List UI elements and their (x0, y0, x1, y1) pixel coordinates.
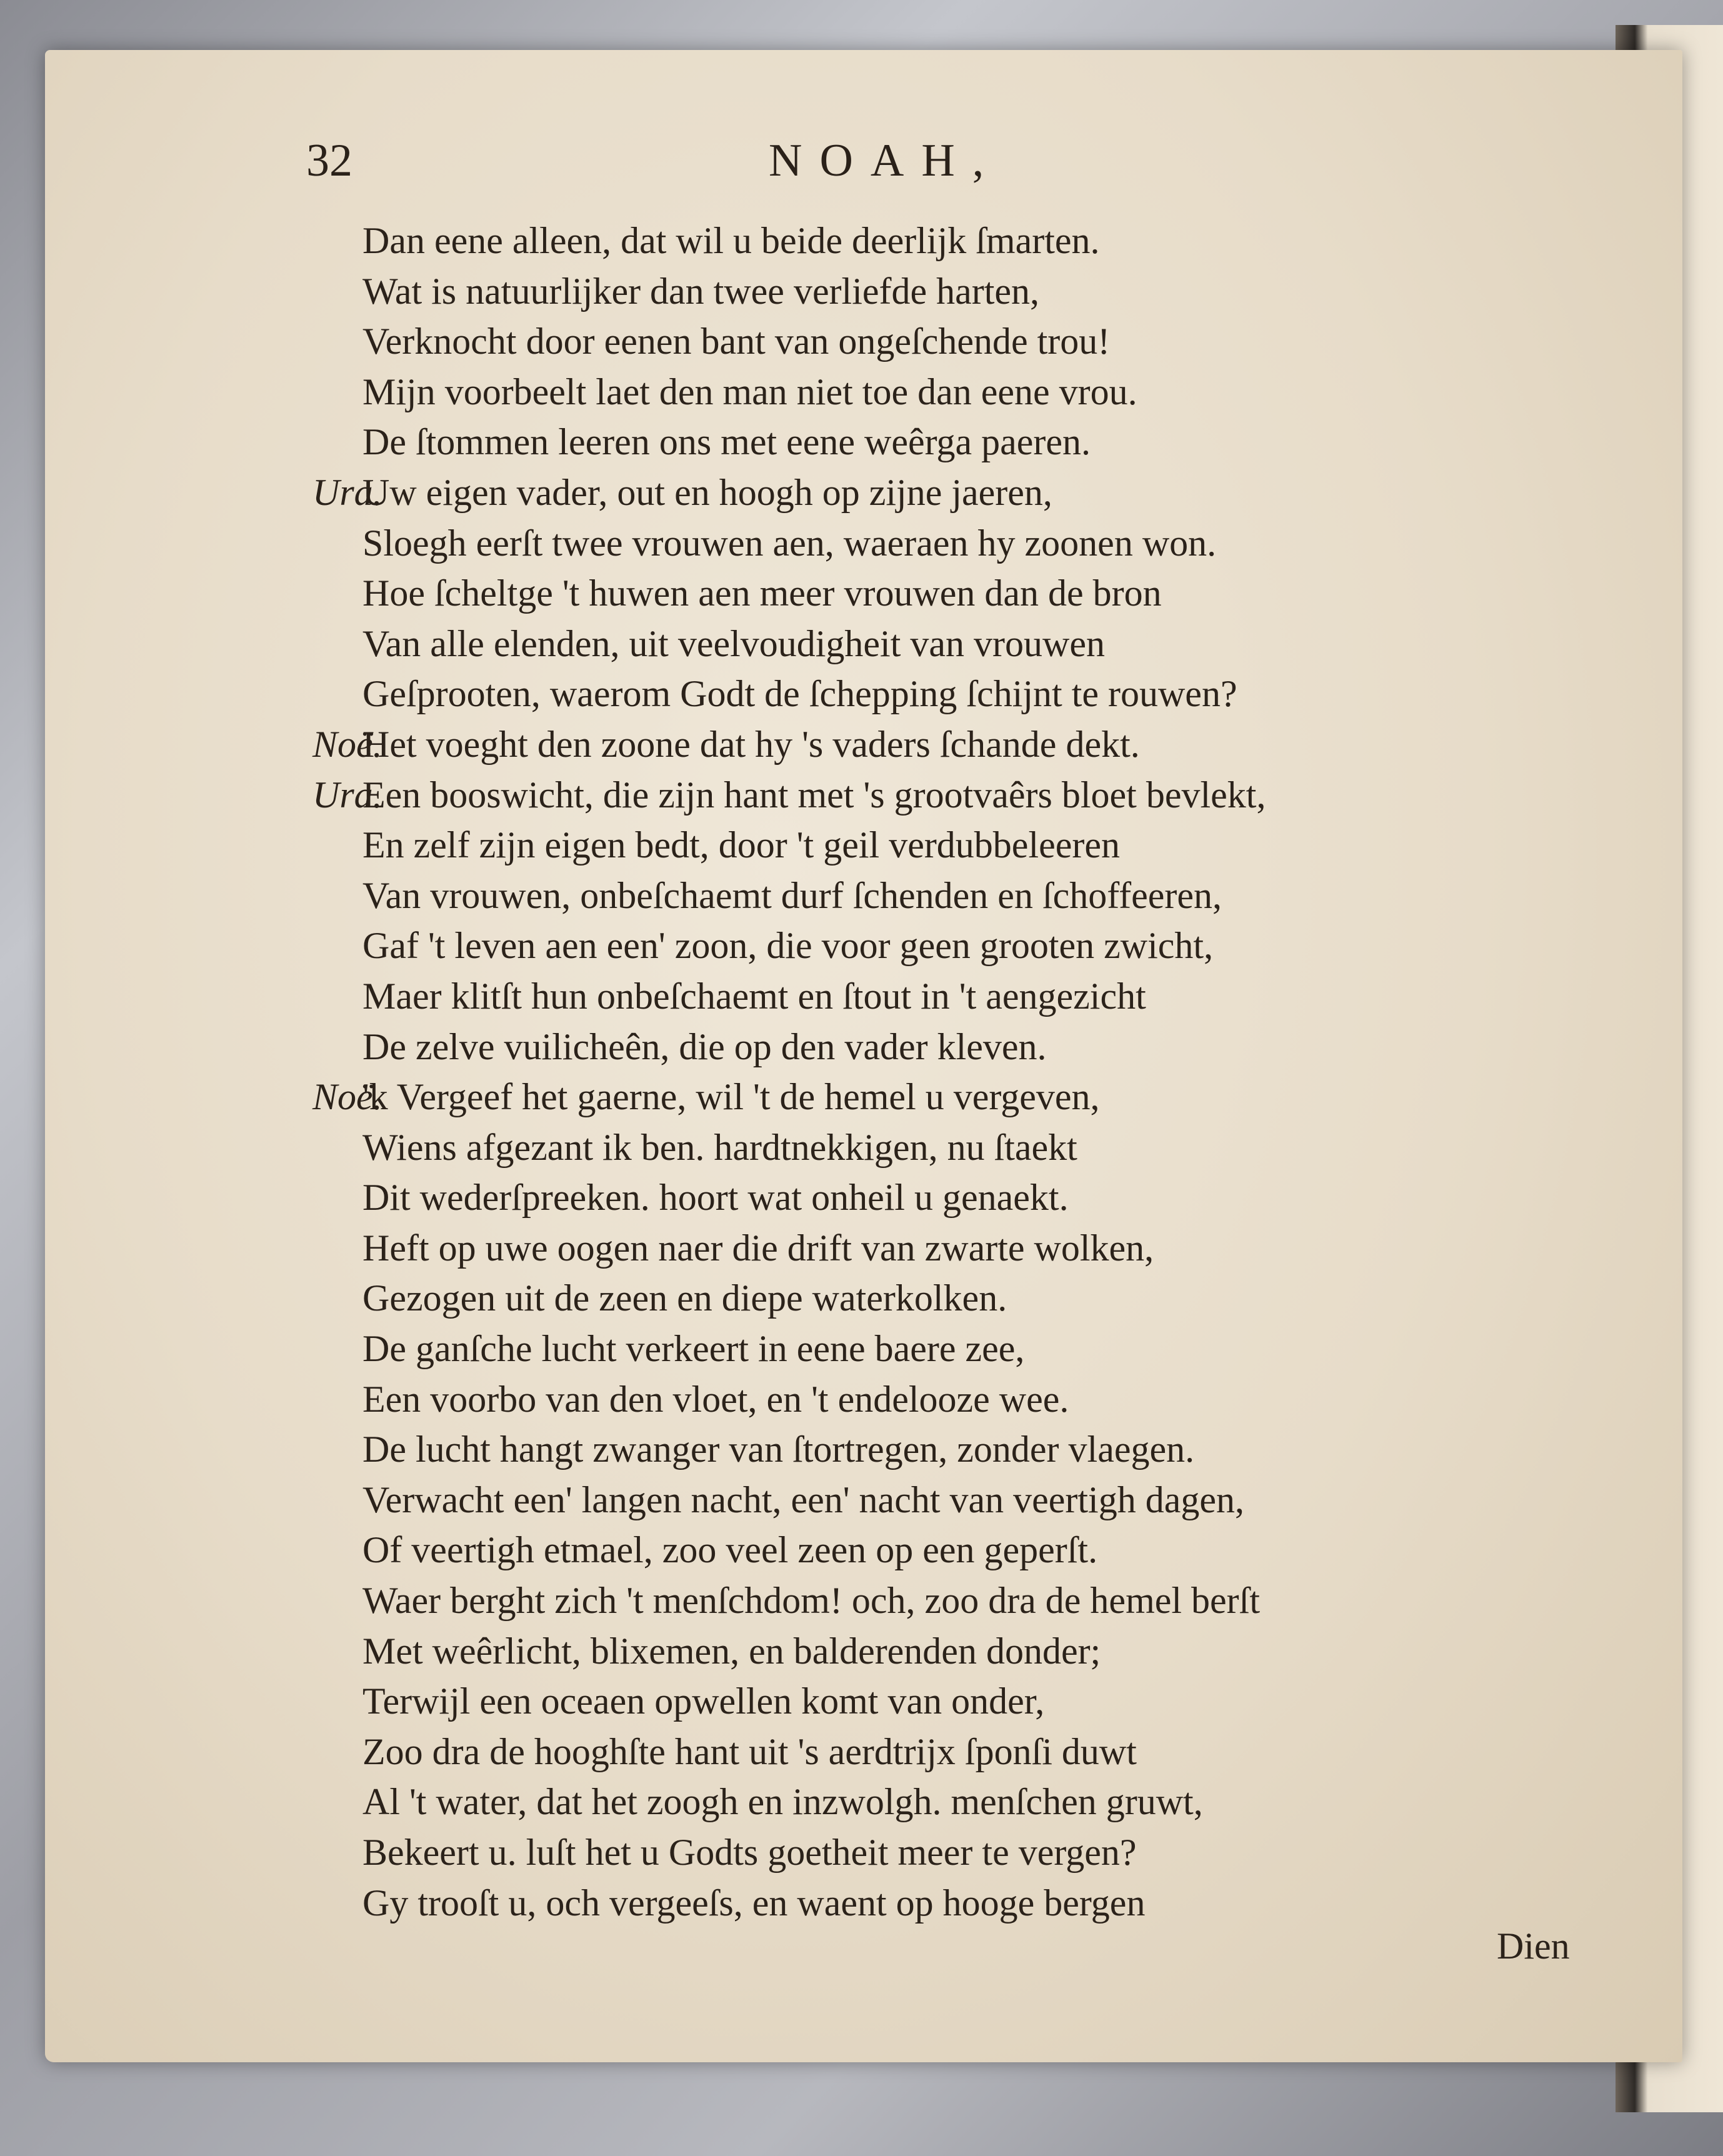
verse-text: Dit wederſpreeken. hoort wat onheil u genaekt. (362, 1177, 1069, 1219)
verse-line (312, 719, 1600, 770)
verse-line (312, 619, 1600, 669)
verse-line (312, 820, 1600, 871)
verse-line (312, 518, 1600, 569)
verse-text: De zelve vuilicheên, die op den vader kleven. (362, 1026, 1047, 1067)
verse-text: Van alle elenden, uit veelvoudigheit van vrouwen (362, 622, 1105, 664)
running-title: NOAH, (769, 135, 1002, 186)
verse-text: Hoe ſcheltge 't huwen aen meer vrouwen dan de bron (362, 572, 1162, 614)
verse-text: Al 't water, dat het zoogh en inzwolgh. menſchen gruwt, (362, 1781, 1203, 1823)
verse-text: Waer berght zich 't menſchdom! och, zoo dra de hemel berſt (362, 1580, 1260, 1622)
verse-line (312, 1827, 1600, 1878)
verse-text: Of veertigh etmael, zoo veel zeen op een geperſt. (362, 1529, 1098, 1571)
verse-text: Sloegh eerſt twee vrouwen aen, waeraen hy zoonen won. (362, 522, 1217, 564)
verse-text: Wat is natuurlijker dan twee verliefde harten, (362, 270, 1040, 312)
verse-text: De ſtommen leeren ons met eene weêrga paeren. (362, 421, 1091, 463)
verse-line (312, 1374, 1600, 1425)
verse-text: Gaf 't leven aen een' zoon, die voor geen grooten zwicht, (362, 925, 1214, 967)
speaker-label: Noë. (312, 723, 382, 765)
verse-text: Het voeght den zoone dat hy 's vaders ſchande dekt. (362, 723, 1140, 765)
verse-text: Verwacht een' langen nacht, een' nacht van veertigh dagen, (362, 1479, 1244, 1520)
verse-text: Dan eene alleen, dat wil u beide deerlijk ſmarten. (362, 220, 1100, 261)
verse-line (312, 316, 1600, 367)
verse-line (312, 266, 1600, 317)
verse-line (312, 1122, 1600, 1173)
verse-line (312, 1223, 1600, 1274)
verse-line (312, 871, 1600, 921)
verse-line (312, 1878, 1600, 1929)
verse-line (312, 1525, 1600, 1575)
verse-line (312, 1424, 1600, 1475)
verse-line (312, 770, 1600, 821)
verse-line (312, 467, 1600, 518)
verse-line (312, 1022, 1600, 1072)
verse-line (312, 367, 1600, 417)
verse-text: 'k Vergeef het gaerne, wil 't de hemel u vergeven, (362, 1076, 1100, 1118)
verse-line (312, 1626, 1600, 1677)
verse-line (312, 1727, 1600, 1777)
verse-line (312, 1324, 1600, 1374)
verse-line (312, 1172, 1600, 1223)
verse-text: Mijn voorbeelt laet den man niet toe dan eene vrou. (362, 371, 1137, 412)
verse-text: Verknocht door eenen bant van ongeſchende trou! (362, 321, 1111, 362)
verse-line (312, 568, 1600, 619)
verse-text: Geſprooten, waerom Godt de ſchepping ſchijnt te rouwen? (362, 673, 1237, 715)
verse-block (312, 216, 1600, 1928)
page-number: 32 (306, 135, 352, 186)
catchword: Dien (1497, 1925, 1570, 1967)
verse-text: Een booswicht, die zijn hant met 's grootvaêrs bloet bevlekt, (362, 774, 1266, 816)
verse-line (312, 417, 1600, 467)
verse-text: Terwijl een oceaen opwellen komt van onder, (362, 1680, 1045, 1722)
verse-text: Wiens afgezant ik ben. hardtnekkigen, nu ſtaekt (362, 1126, 1077, 1168)
verse-text: Uw eigen vader, out en hoogh op zijne jaeren, (362, 471, 1052, 513)
verse-text: Bekeert u. luſt het u Godts goetheit meer te vergen? (362, 1832, 1137, 1873)
verse-line (312, 669, 1600, 719)
verse-text: Met weêrlicht, blixemen, en balderenden donder; (362, 1630, 1101, 1672)
verse-text: Van vrouwen, onbeſchaemt durf ſchenden en ſchoffeeren, (362, 874, 1222, 916)
verse-line (312, 216, 1600, 266)
verse-text: Gy trooſt u, och vergeeſs, en waent op hooge bergen (362, 1882, 1146, 1924)
verse-text: De ganſche lucht verkeert in eene baere zee, (362, 1328, 1025, 1370)
verse-line (312, 1777, 1600, 1827)
verse-text: Maer klitſt hun onbeſchaemt en ſtout in 't aengezicht (362, 975, 1146, 1017)
speaker-label: Ura. (312, 471, 382, 513)
verse-line (312, 921, 1600, 971)
verse-text: De lucht hangt zwanger van ſtortregen, zonder vlaegen. (362, 1429, 1195, 1470)
speaker-label: Noë. (312, 1076, 382, 1118)
page-header (306, 134, 1494, 203)
verse-line (312, 1072, 1600, 1122)
verse-line (312, 1273, 1600, 1324)
verse-text: Heft op uwe oogen naer die drift van zwarte wolken, (362, 1227, 1154, 1269)
speaker-label: Ura. (312, 774, 382, 816)
verse-line (312, 971, 1600, 1022)
verse-line (312, 1676, 1600, 1727)
verse-line (312, 1475, 1600, 1525)
verse-line (312, 1575, 1600, 1626)
verse-text: Zoo dra de hooghſte hant uit 's aerdtrijx ſponſi duwt (362, 1730, 1137, 1772)
verse-text: Een voorbo van den vloet, en 't endelooze wee. (362, 1378, 1069, 1420)
verse-text: Gezogen uit de zeen en diepe waterkolken. (362, 1277, 1007, 1319)
verse-text: En zelf zijn eigen bedt, door 't geil verdubbeleeren (362, 824, 1120, 866)
